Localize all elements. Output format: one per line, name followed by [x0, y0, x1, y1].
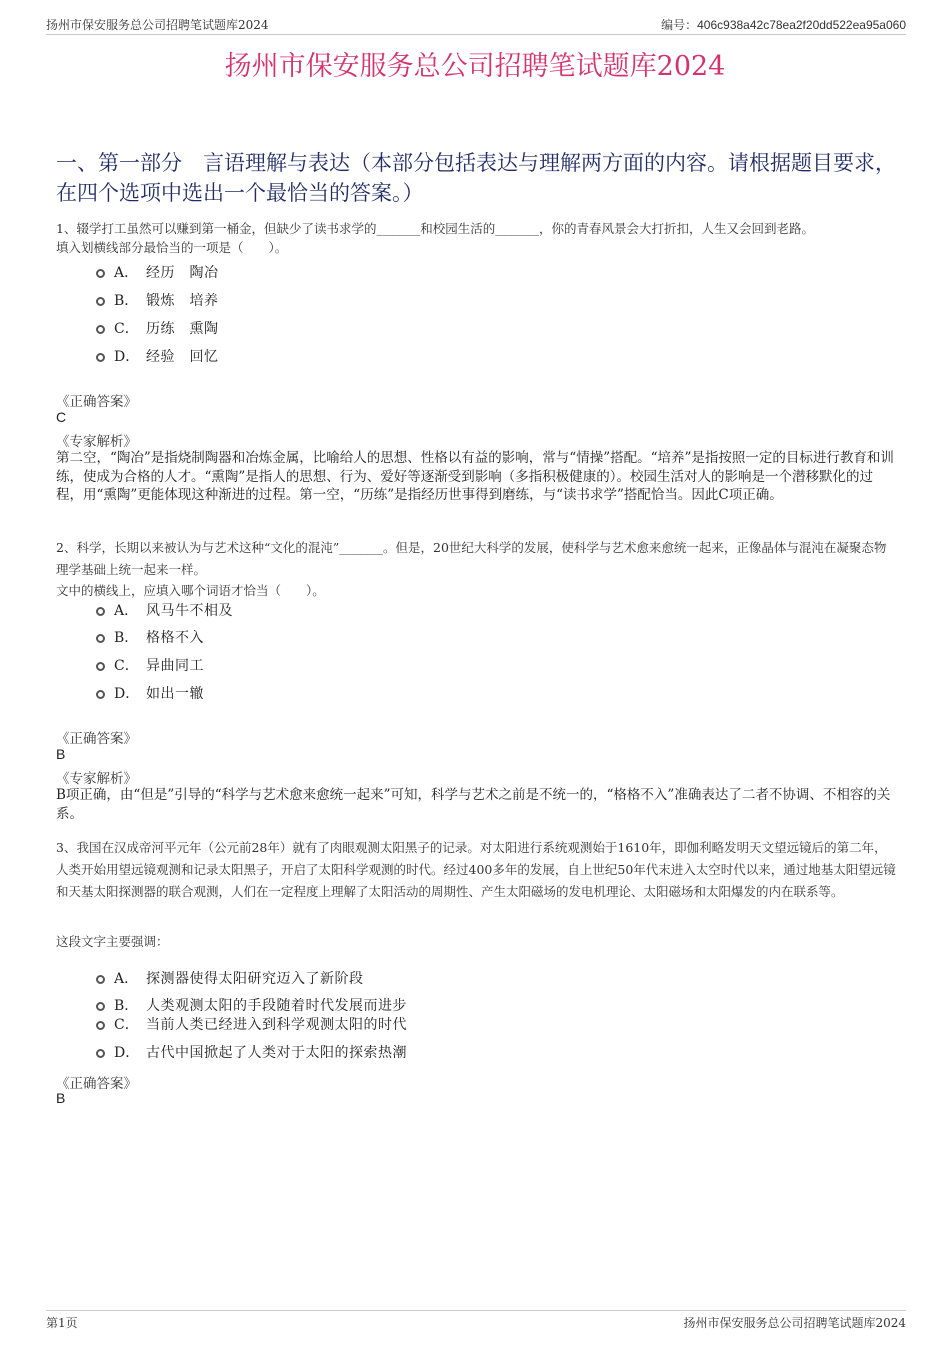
question-2-prompt: 文中的横线上，应填入哪个词语才恰当（ ）。	[56, 583, 325, 598]
question-1-analysis-heading: 《专家解析》	[56, 434, 137, 450]
radio-icon[interactable]	[96, 269, 105, 278]
question-1-stem: 1、辍学打工虽然可以赚到第一桶金，但缺少了读书求学的_______和校园生活的_______，你的青春风景会大打折扣，人生又会回到老路。	[56, 221, 814, 236]
header-doc-id-code: 406c938a42c78ea2f20dd522ea95a060	[697, 18, 906, 32]
question-3	[56, 837, 898, 903]
radio-icon[interactable]	[96, 325, 105, 334]
question-3-prompt: 这段文字主要强调：	[56, 934, 169, 949]
page-title: 扬州市保安服务总公司招聘笔试题库2024	[224, 51, 726, 82]
footer-doc-title: 扬州市保安服务总公司招聘笔试题库2024	[683, 1316, 906, 1330]
option-label: A．	[114, 603, 139, 619]
option-label: B．	[114, 293, 139, 309]
question-2-answer-heading: 《正确答案》	[56, 731, 137, 747]
option-text: 格格不入	[146, 630, 204, 646]
option-label: D．	[114, 1045, 140, 1061]
question-2-option-b[interactable]	[96, 627, 204, 647]
header-rule	[46, 34, 906, 35]
option-text: 如出一辙	[146, 686, 204, 702]
option-text: 经历 陶冶	[146, 265, 219, 281]
option-label: A．	[114, 265, 139, 281]
radio-icon[interactable]	[96, 1002, 105, 1011]
option-text: 经验 回忆	[146, 349, 219, 365]
radio-icon[interactable]	[96, 297, 105, 306]
question-3-option-b[interactable]	[96, 995, 407, 1015]
radio-icon[interactable]	[96, 662, 105, 671]
option-label: B．	[114, 998, 139, 1014]
question-3-stem: 3、我国在汉成帝河平元年（公元前28年）就有了肉眼观测太阳黑子的记录。对太阳进行系统观测始于1610年，即伽利略发明天文望远镜后的第二年，人类开始用望远镜观测和记录太阳黑子，开启了太阳科学观测的时代。经过400多年的发展，自上世纪50年代末进入太空时代以来，通过地基太阳望远镜和天基太阳探测器的联合观测，人们在一定程度上理解了太阳活动的周期性、产生太阳磁场的发电机理论、太阳磁场和太阳爆发的内在联系等。	[56, 840, 896, 899]
option-label: C．	[114, 658, 139, 674]
radio-icon[interactable]	[96, 607, 105, 616]
radio-icon[interactable]	[96, 1021, 105, 1030]
section-title: 一、第一部分 言语理解与表达（本部分包括表达与理解两方面的内容。请根据题目要求，在四个选项中选出一个最恰当的答案。）	[56, 151, 896, 205]
question-2-analysis: B项正确，由“但是”引导的“科学与艺术愈来愈统一起来”可知，科学与艺术之前是不统一的，“格格不入”准确表达了二者不协调、不相容的关系。	[56, 787, 891, 822]
option-text: 当前人类已经进入到科学观测太阳的时代	[146, 1017, 407, 1033]
question-1	[56, 219, 898, 257]
option-label: C．	[114, 321, 139, 337]
header-doc-id	[661, 16, 906, 33]
question-2-answer: B	[56, 746, 66, 762]
option-label: D．	[114, 349, 140, 365]
option-text: 锻炼 培养	[146, 293, 219, 309]
question-2-option-c[interactable]	[96, 655, 204, 675]
question-1-prompt: 填入划横线部分最恰当的一项是（ ）。	[56, 240, 288, 255]
option-label: B．	[114, 630, 139, 646]
question-2-option-a[interactable]	[96, 600, 233, 620]
footer-page-number: 第1页	[46, 1316, 78, 1330]
question-1-option-a[interactable]	[96, 262, 219, 282]
question-2-analysis-heading: 《专家解析》	[56, 771, 137, 787]
option-text: 人类观测太阳的手段随着时代发展而进步	[146, 998, 407, 1014]
question-3-option-c[interactable]	[96, 1014, 407, 1034]
header-doc-title: 扬州市保安服务总公司招聘笔试题库2024	[46, 18, 269, 32]
question-3-option-a[interactable]	[96, 968, 364, 988]
question-1-option-d[interactable]	[96, 346, 219, 366]
option-text: 风马牛不相及	[146, 603, 233, 619]
question-1-option-b[interactable]	[96, 290, 219, 310]
question-1-answer: C	[56, 409, 67, 425]
option-label: A．	[114, 971, 139, 987]
option-text: 历练 熏陶	[146, 321, 219, 337]
option-label: C．	[114, 1017, 139, 1033]
question-1-answer-heading: 《正确答案》	[56, 394, 137, 410]
question-3-answer: B	[56, 1090, 66, 1106]
header-doc-id-label: 编号：	[661, 18, 698, 32]
question-2	[56, 537, 898, 600]
option-text: 探测器使得太阳研究迈入了新阶段	[146, 971, 364, 987]
radio-icon[interactable]	[96, 975, 105, 984]
question-3-option-d[interactable]	[96, 1042, 407, 1062]
question-2-stem: 2、科学，长期以来被认为与艺术这种“文化的混沌”_______。但是，20世纪大科学的发展，使科学与艺术愈来愈统一起来，正像晶体与混沌在凝聚态物理学基础上统一起来一样。	[56, 540, 887, 577]
option-label: D．	[114, 686, 140, 702]
question-2-option-d[interactable]	[96, 683, 204, 703]
radio-icon[interactable]	[96, 1049, 105, 1058]
radio-icon[interactable]	[96, 690, 105, 699]
question-3-answer-heading: 《正确答案》	[56, 1076, 137, 1092]
question-1-option-c[interactable]	[96, 318, 219, 338]
footer-rule	[46, 1310, 906, 1311]
question-1-analysis: 第二空，“陶冶”是指烧制陶器和冶炼金属，比喻给人的思想、性格以有益的影响，常与“情操”搭配。“培养”是指按照一定的目标进行教育和训练，使成为合格的人才。“熏陶”是指人的思想、行为、爱好等逐渐受到影响（多指积极健康的）。校园生活对人的影响是一个潜移默化的过程，用“熏陶”更能体现这种渐进的过程。第一空，“历练”是指经历世事得到磨练，与“读书求学”搭配恰当。因此C项正确。	[56, 450, 894, 503]
option-text: 异曲同工	[146, 658, 204, 674]
radio-icon[interactable]	[96, 634, 105, 643]
radio-icon[interactable]	[96, 353, 105, 362]
option-text: 古代中国掀起了人类对于太阳的探索热潮	[146, 1045, 407, 1061]
